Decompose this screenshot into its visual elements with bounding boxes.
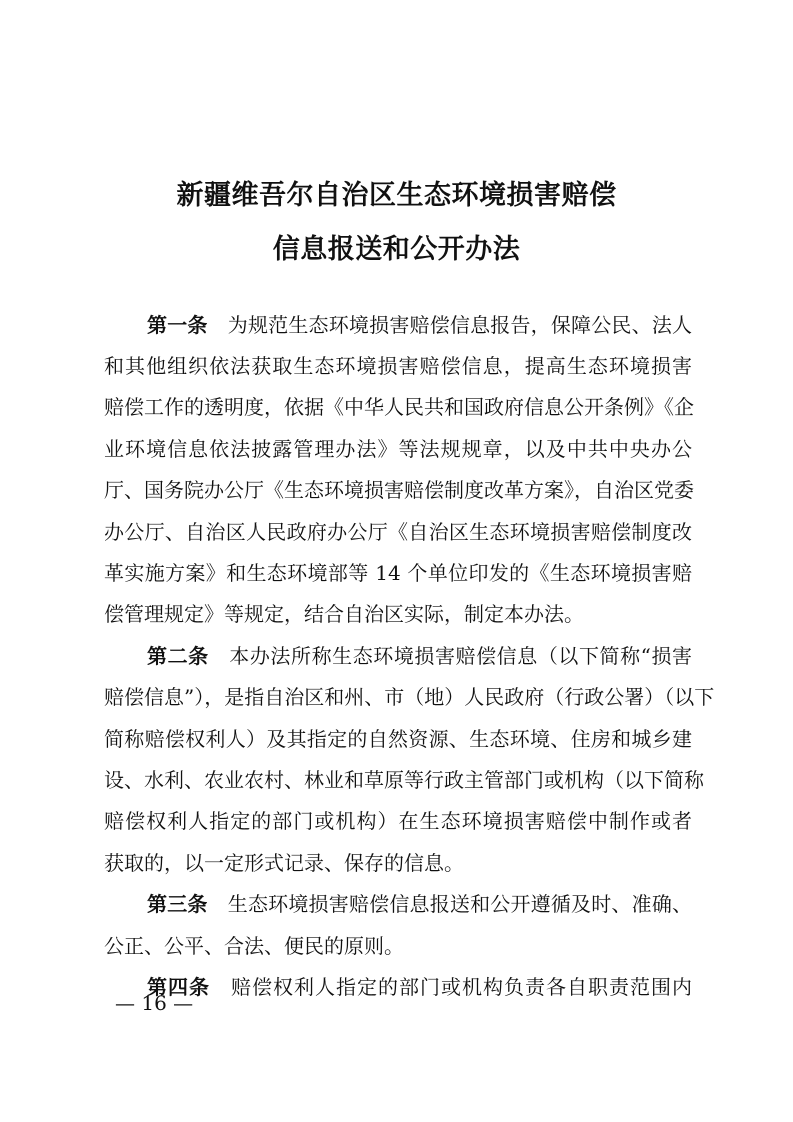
page-number: — 16 —: [115, 991, 194, 1015]
article-3-label: 第三条: [147, 892, 208, 916]
article-1-line-3: 赔偿工作的透明度，依据《中华人民共和国政府信息公开条例》《企: [104, 395, 694, 419]
article-2-line-1: 第二条 本办法所称生态环境损害赔偿信息（以下简称“损害: [147, 644, 693, 668]
document-title-line-2: 信息报送和公开办法: [272, 234, 521, 265]
article-1-line-7: 革实施方案》和生态环境部等 14 个单位印发的《生态环境损害赔: [104, 561, 692, 585]
article-2-line-3: 简称赔偿权利人）及其指定的自然资源、生态环境、住房和城乡建: [104, 727, 692, 751]
article-2-label: 第二条: [147, 644, 209, 668]
article-1-line-4: 业环境信息依法披露管理办法》等法规规章，以及中共中央办公: [104, 437, 692, 461]
article-2-line-2: 赔偿信息”），是指自治区和州、市（地）人民政府（行政公署）（以下: [104, 685, 715, 709]
article-4-label: 第四条: [147, 975, 210, 999]
article-1-line-6: 办公厅、自治区人民政府办公厅《自治区生态环境损害赔偿制度改: [104, 520, 692, 544]
article-1-line-8: 偿管理规定》等规定，结合自治区实际，制定本办法。: [104, 602, 584, 626]
article-3-line-1: 第三条 生态环境损害赔偿信息报送和公开遵循及时、准确、: [147, 892, 693, 916]
article-1-line-2: 和其他组织依法获取生态环境损害赔偿信息，提高生态环境损害: [104, 354, 692, 378]
article-1-line-5: 厅、国务院办公厅《生态环境损害赔偿制度改革方案》，自治区党委: [104, 478, 694, 502]
article-2-line-6: 获取的，以一定形式记录、保存的信息。: [104, 851, 464, 875]
article-4-line-1: 第四条 赔偿权利人指定的部门或机构负责各自职责范围内: [147, 975, 692, 999]
article-1-line-1: 第一条 为规范生态环境损害赔偿信息报告，保障公民、法人: [147, 313, 693, 337]
document-title-line-1: 新疆维吾尔自治区生态环境损害赔偿: [176, 180, 617, 211]
article-1-label: 第一条: [147, 313, 208, 337]
article-3-line-2: 公正、公平、合法、便民的原则。: [104, 934, 404, 958]
article-2-line-5: 赔偿权利人指定的部门或机构）在生态环境损害赔偿中制作或者: [104, 809, 692, 833]
article-2-line-4: 设、水利、农业农村、林业和草原等行政主管部门或机构（以下简称: [104, 768, 704, 792]
